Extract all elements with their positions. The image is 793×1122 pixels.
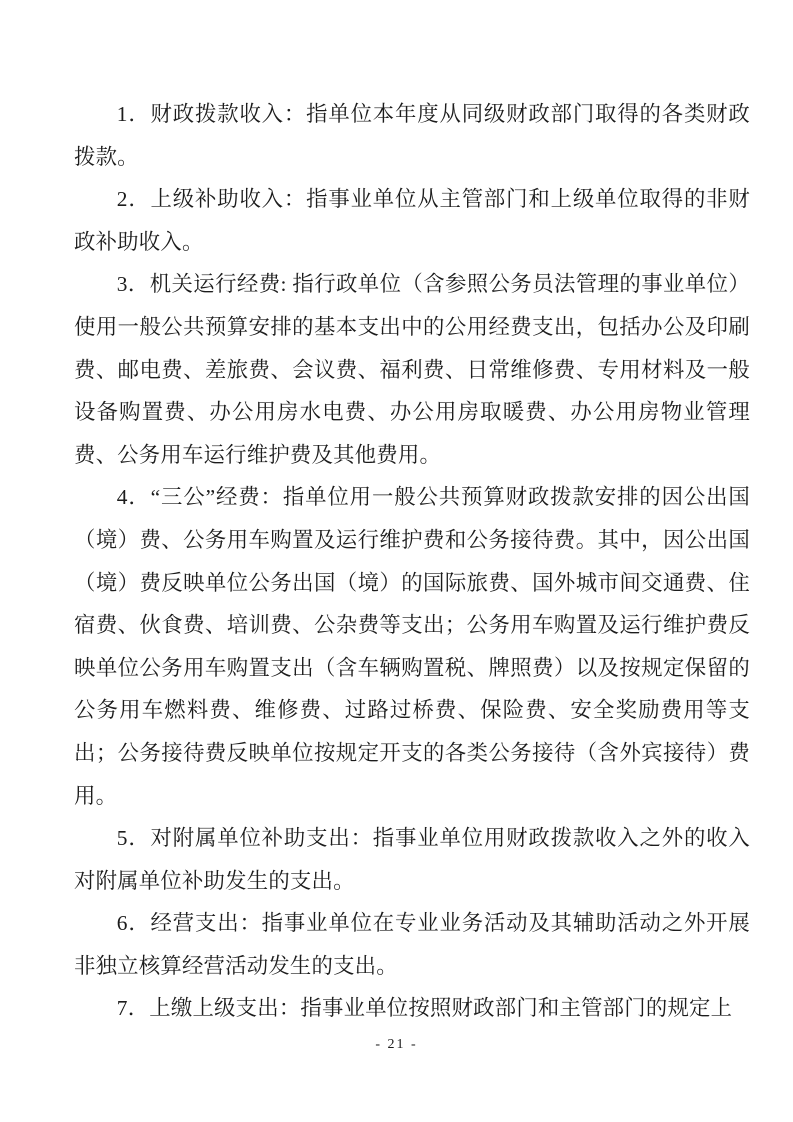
- paragraph: 1．财政拨款收入：指单位本年度从同级财政部门取得的各类财政拨款。: [74, 102, 750, 169]
- page-number: - 21 -: [375, 1037, 418, 1052]
- paragraph: 2．上级补助收入：指事业单位从主管部门和上级单位取得的非财政补助收入。: [74, 187, 750, 254]
- paragraph: 7．上缴上级支出：指事业单位按照财政部门和主管部门的规定上: [116, 996, 733, 1021]
- paragraph: 4．“三公”经费：指单位用一般公共预算财政拨款安排的因公出国（境）费、公务用车购置及运行维护费和公务接待费。其中，因公出国（境）费反映单位公务出国（境）的国际旅费、国外城市间交通费、住宿费、伙食费、培训费、公杂费等支出；公务用车购置及运行维护费反映单位公务用车购置支出（含车辆购置税、牌照费）以及按规定保留的公务用车燃料费、维修费、过路过桥费、保险费、安全奖励费用等支出；公务接待费反映单位按规定开支的各类公务接待（含外宾接待）费用。: [74, 485, 750, 808]
- paragraph: 6．经营支出：指事业单位在专业业务活动及其辅助活动之外开展非独立核算经营活动发生的支出。: [74, 911, 750, 978]
- paragraph: 3．机关运行经费: 指行政单位（含参照公务员法管理的事业单位）使用一般公共预算安排的基本支出中的公用经费支出，包括办公及印刷费、邮电费、差旅费、会议费、福利费、日常维修费、专用材料及一般设备购置费、办公用房水电费、办公用房取暖费、办公用房物业管理费、公务用车运行维护费及其他费用。: [74, 272, 750, 467]
- document-body: [74, 93, 750, 1030]
- paragraph: 5．对附属单位补助支出：指事业单位用财政拨款收入之外的收入对附属单位补助发生的支出。: [74, 826, 750, 893]
